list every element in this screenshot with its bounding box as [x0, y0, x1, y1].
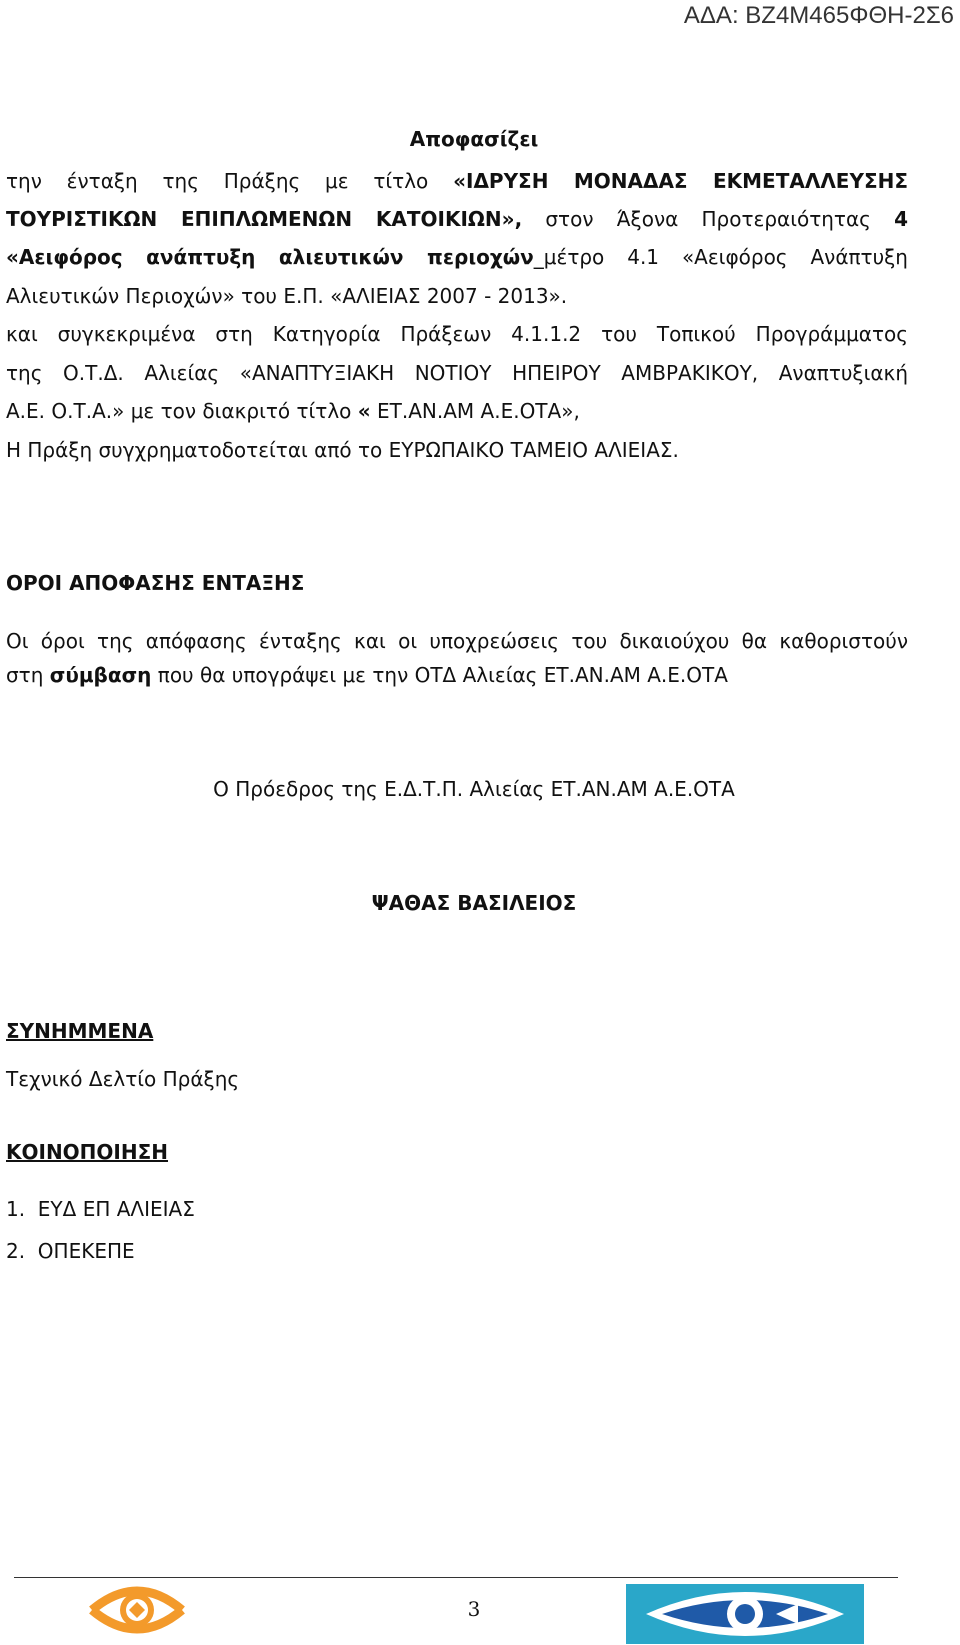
decision-title-text: Αποφασίζει: [409, 127, 539, 151]
decision-text: ΕΤ.ΑΝ.ΑΜ Α.Ε.ΟΤΑ»,: [370, 399, 580, 423]
axis-number: 4: [894, 207, 909, 231]
list-number: 1.: [6, 1197, 38, 1221]
decision-line-5: και συγκεκριμένα στη Κατηγορία Πράξεων 4.1.1.2 του Τοπικού Προγράμματος: [6, 322, 908, 346]
notification-item-2: [6, 1239, 135, 1263]
terms-heading-text: ΟΡΟΙ ΑΠΟΦΑΣΗΣ ΕΝΤΑΞΗΣ: [6, 571, 305, 595]
signatory-name: ΨΑΘΑΣ ΒΑΣΙΛΕΙΟΣ: [371, 891, 577, 915]
terms-line-2: [6, 663, 728, 687]
decision-line-3: [6, 245, 908, 269]
quote-mark: «: [357, 399, 371, 423]
notification-heading-text: ΚΟΙΝΟΠΟΙΗΣΗ: [6, 1140, 169, 1164]
decision-text: στον Άξονα Προτεραιότητας: [522, 207, 895, 231]
terms-text: που θα υπογράψει με την ΟΤΔ Αλιείας ΕΤ.ΑΝ.ΑΜ Α.Ε.ΟΤΑ: [151, 663, 728, 687]
terms-heading: [6, 571, 304, 595]
decision-line-1: [6, 169, 908, 193]
fisheries-logo-right-icon: [626, 1584, 864, 1644]
attachments-item: Τεχνικό Δελτίο Πράξης: [6, 1067, 240, 1091]
decision-line-7: [6, 399, 580, 423]
decision-text: την ένταξη της Πράξης με τίτλο: [6, 169, 454, 193]
axis-title: «Αειφόρος ανάπτυξη αλιευτικών περιοχών: [6, 245, 534, 269]
project-title: «ΙΔΡΥΣΗ ΜΟΝΑΔΑΣ ΕΚΜΕΤΑΛΛΕΥΣΗΣ: [453, 169, 909, 193]
decision-text: Α.Ε. Ο.Τ.Α.» με τον διακριτό τίτλο: [6, 399, 358, 423]
decision-title: [0, 127, 948, 151]
notification-heading: [6, 1140, 168, 1164]
attachments-heading: [6, 1019, 153, 1043]
terms-text: στη: [6, 663, 50, 687]
attachments-heading-text: ΣΥΝΗΜΜΕΝΑ: [6, 1019, 154, 1043]
page-number: 3: [467, 1597, 481, 1621]
signature-role: Ο Πρόεδρος της Ε.Δ.Τ.Π. Αλιείας ΕΤ.ΑΝ.ΑΜ Α.Ε.ΟΤΑ: [213, 777, 735, 801]
decision-line-4: Αλιευτικών Περιοχών» του Ε.Π. «ΑΛΙΕΙΑΣ 2007 - 2013».: [6, 284, 568, 308]
project-title-cont: ΤΟΥΡΙΣΤΙΚΩΝ ΕΠΙΠΛΩΜΕΝΩΝ ΚΑΤΟΙΚΙΩΝ»,: [6, 207, 523, 231]
contract-word: σύμβαση: [49, 663, 152, 687]
decision-line-6: της Ο.Τ.Δ. Αλιείας «ΑΝΑΠΤΥΞΙΑΚΗ ΝΟΤΙΟΥ ΗΠΕΙΡΟΥ ΑΜΒΡΑΚΙΚΟΥ, Αναπτυξιακή: [6, 361, 908, 385]
decision-text: _μέτρο 4.1 «Αειφόρος Ανάπτυξη: [533, 245, 908, 269]
list-number: 2.: [6, 1239, 38, 1263]
ada-code: ΑΔΑ: ΒΖ4Μ465ΦΘΗ-2Σ6: [683, 2, 954, 29]
list-item: ΕΥΔ ΕΠ ΑΛΙΕΙΑΣ: [37, 1197, 195, 1221]
notification-item-1: [6, 1197, 195, 1221]
decision-line-2: [6, 207, 908, 231]
footer-divider: [14, 1577, 898, 1578]
list-item: ΟΠΕΚΕΠΕ: [37, 1239, 135, 1263]
signature-name: [0, 891, 948, 915]
decision-line-8: Η Πράξη συγχρηματοδοτείται από το ΕΥΡΩΠΑΙΚΟ ΤΑΜΕΙΟ ΑΛΙΕΙΑΣ.: [6, 438, 679, 462]
terms-line-1: Οι όροι της απόφασης ένταξης και οι υποχρεώσεις του δικαιούχου θα καθοριστούν: [6, 629, 908, 653]
